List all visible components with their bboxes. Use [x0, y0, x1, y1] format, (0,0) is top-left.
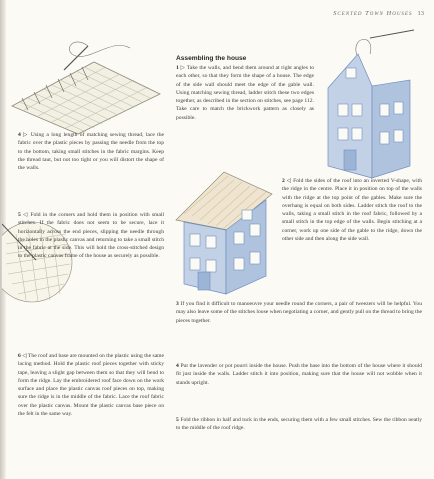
right-triangle-icon: ▷ [20, 132, 31, 138]
assembled-walls-illustration [318, 28, 422, 188]
lacing-fabric-illustration [2, 28, 172, 136]
step-text: 1 ▷ Take the walls, and bend them around at right angles to each other, so that they form the shape of a house. The edge of the side wall should meet the edge of the gable wall. Using matching sewing thread, ladder stitch these two edges together, as described in the section on stitches, see page 112. Take care to match the brickwork pattern as closely as possible. [176, 65, 314, 121]
right-triangle-icon: ▷ [178, 65, 187, 71]
running-title: Scented Town Houses [333, 10, 413, 17]
door [198, 272, 210, 290]
page-number: 13 [417, 10, 424, 17]
running-header [333, 10, 424, 17]
left-triangle-icon: ◁ [284, 178, 294, 184]
needle-icon [370, 30, 414, 38]
step-text: 6 ◁ The roof and base are mounted on the plastic using the same lacing method. Hold the plastic roof pieces together with sticky tape, leaving a slight gap between them so that they will bend to form the ridge. Lay the embroidered roof face down on the work surface and place the plastic canvas roof pieces on top, making sure the ridge is in the middle of the fabric. Lace the roof fabric over the plastic canvas. Mount the plastic canvas base piece on the felt in the same way. [18, 353, 165, 418]
step-text: 5 Fold the ribbon in half and tuck in the ends, securing them with a few small stitches. Sew the ribbon neatly to the middle of the roof ridge. [176, 417, 422, 432]
step-text: 4 ▷ Using a long length of matching sewing thread, lace the fabric over the plastic pieces by passing the needle from the top to the bottom, taking small stitches in the fabric margins. Keep the thread taut, but not too tight or you will distort the shape of the walls. [18, 132, 164, 172]
plastic-canvas-panel [12, 62, 160, 134]
door [344, 150, 356, 170]
step-text: 3 If you find it difficult to manoeuvre your needle round the corners, a pair of tweezers will be helpful. You may also leave some of the stitches loose when negotiating a corner, and gently pull on the thread to bring the pieces together. [176, 301, 422, 324]
left-triangle-icon: ◁ [20, 212, 31, 218]
side-wall [372, 80, 410, 178]
step-text: 5 ◁ Fold in the corners and hold them in position with small stitches. If the fabric does not seem to be secure, lace it horizontally across the end pieces, slipping the needle through the holes in the plastic canvas and returning to take a small stitch in the fabric at the side. This will hold the cross-stitched design to the plastic canvas frame of the house as securely as possible. [18, 212, 164, 260]
section-heading: Assembling the house [176, 55, 247, 62]
left-triangle-icon: ◁ [20, 353, 28, 359]
step-text: 4 Put the lavender or pot pourri inside the house. Push the base into the bottom of the house where it should fit just inside the walls. Ladder stitch it into position, making sure that the house will not wobble when it stands upright. [176, 363, 422, 386]
house-with-roof-illustration [170, 168, 280, 298]
step-text: 2 ◁ Fold the sides of the roof into an inverted V-shape, with the ridge in the centre. Place it in position on top of the walls with the ridge at the top point of the gables. Make sure the overhang is equal on both sides. Ladder stitch the roof to the walls, taking a small stitch in the roof fabric, followed by a small stitch in the top edge of the walls. Begin stitching at a corner, work up one side of the gable to the ridge, down the other side and then along the side wall. [282, 178, 422, 243]
